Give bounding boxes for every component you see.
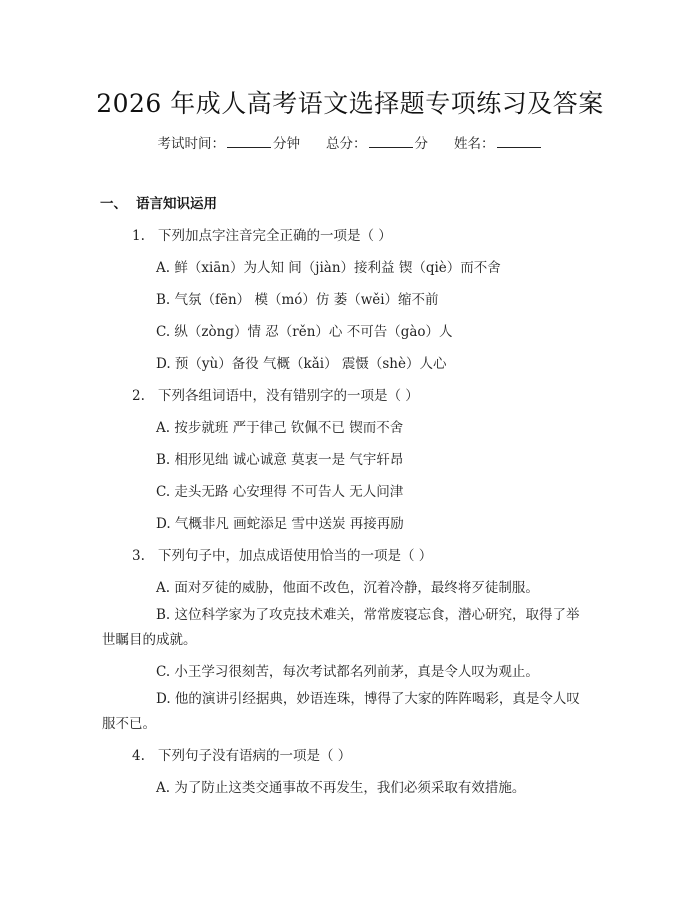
question-3-stem <box>132 544 432 564</box>
question-text: 下列加点字注音完全正确的一项是（ ） <box>158 228 392 244</box>
section-number: 一、 <box>100 196 127 212</box>
question-2-option-d: D. 气概非凡 画蛇添足 雪中送炭 再接再励 <box>156 516 404 532</box>
question-1-option-a: A. 鲜（xiān）为人知 间（jiàn）接利益 锲（qiè）而不舍 <box>156 260 501 276</box>
name-blank <box>497 135 541 148</box>
question-4-stem <box>132 744 351 764</box>
question-2-option-c: C. 走头无路 心安理得 不可告人 无人问津 <box>156 484 404 500</box>
question-2-stem <box>132 384 419 404</box>
question-number: 1. <box>132 228 145 244</box>
question-3-option-b: B. 这位科学家为了攻克技术难关，常常废寝忘食，潜心研究，取得了举世瞩目的成就。 <box>102 607 580 648</box>
question-2-option-a: A. 按步就班 严于律己 钦佩不已 锲而不舍 <box>156 420 404 436</box>
question-3-option-c: C. 小王学习很刻苦，每次考试都名列前茅，真是令人叹为观止。 <box>156 664 539 680</box>
question-number: 2. <box>132 388 145 404</box>
time-unit: 分钟 <box>273 136 300 152</box>
name-label: 姓名： <box>454 136 495 152</box>
question-text: 下列各组词语中，没有错别字的一项是（ ） <box>158 388 419 404</box>
score-unit: 分 <box>414 136 428 152</box>
question-1-option-d: D. 预（yù）备役 气概（kǎi） 震慑（shè）人心 <box>156 356 447 372</box>
score-label: 总分： <box>326 136 367 152</box>
question-1-option-b: B. 气氛（fēn） 模（mó）仿 萎（wěi）缩不前 <box>156 292 439 308</box>
question-text: 下列句子没有语病的一项是（ ） <box>158 748 352 764</box>
question-4-option-a: A. 为了防止这类交通事故不再发生，我们必须采取有效措施。 <box>156 780 526 796</box>
question-number: 4. <box>132 748 145 764</box>
question-1-stem <box>132 224 392 244</box>
question-1-option-c: C. 纵（zòng）情 忍（rěn）心 不可告（gào）人 <box>156 324 453 340</box>
time-blank <box>227 135 271 148</box>
time-label: 考试时间： <box>157 136 225 152</box>
question-3-option-d: D. 他的演讲引经据典，妙语连珠，博得了大家的阵阵喝彩，真是令人叹服不已。 <box>102 691 580 732</box>
exam-info-line <box>0 132 700 152</box>
score-blank <box>369 135 413 148</box>
section-title: 语言知识运用 <box>136 196 217 212</box>
question-3-option-a: A. 面对歹徒的威胁，他面不改色，沉着冷静，最终将歹徒制服。 <box>156 580 539 596</box>
page-title: 2026 年成人高考语文选择题专项练习及答案 <box>96 89 604 118</box>
question-text: 下列句子中，加点成语使用恰当的一项是（ ） <box>158 548 433 564</box>
question-2-option-b: B. 相形见绌 诚心诚意 莫衷一是 气宇轩昂 <box>156 452 404 468</box>
section-heading <box>100 192 217 212</box>
question-number: 3. <box>132 548 145 564</box>
